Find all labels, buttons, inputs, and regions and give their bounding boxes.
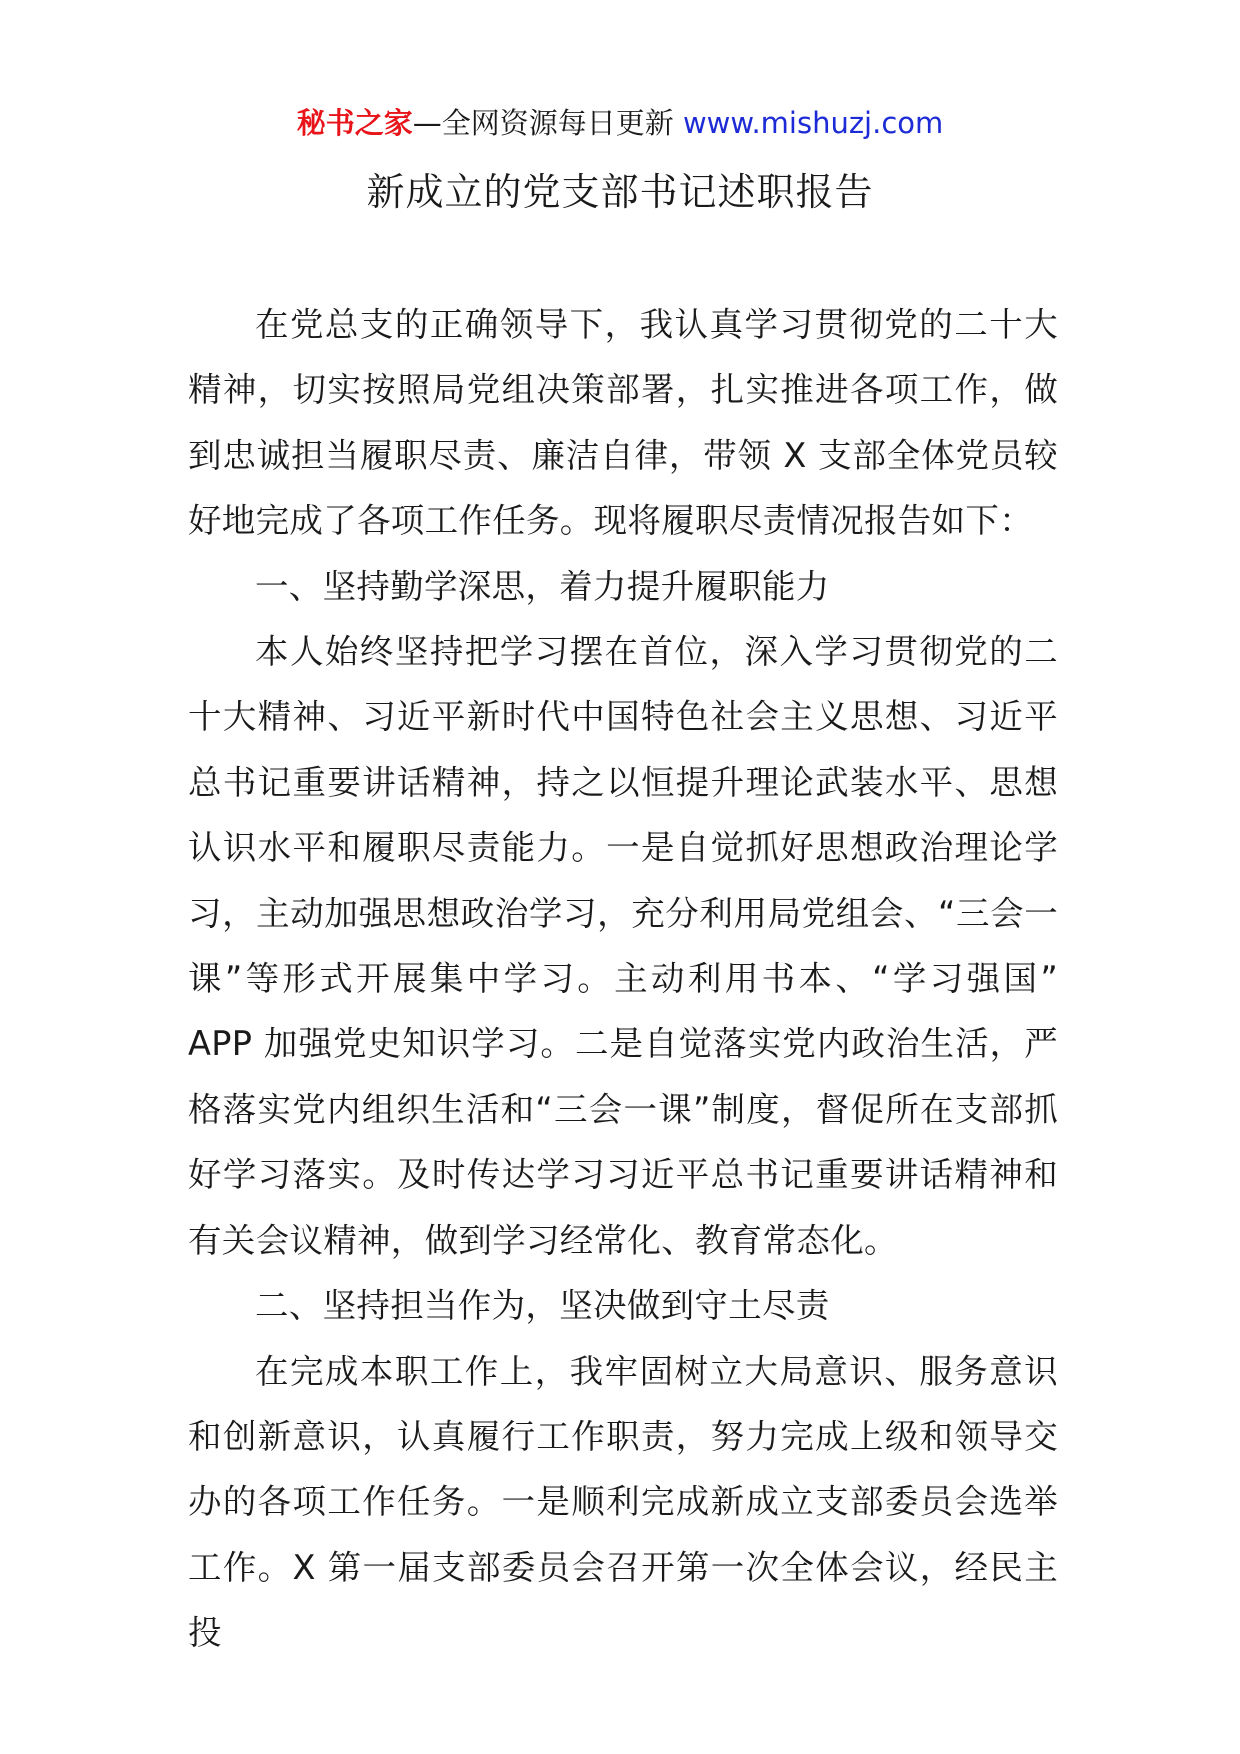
brand-name: 秘书之家	[296, 106, 413, 140]
section-heading-1: 一、坚持勤学深思，着力提升履职能力	[255, 566, 830, 606]
section-1-paragraph: 本人始终坚持把学习摆在首位，深入学习贯彻党的二十大精神、习近平新时代中国特色社会主义思想、习近平总书记重要讲话精神，持之以恒提升理论武装水平、思想认识水平和履职尽责能力。一是自觉抓好思想政治理论学习，主动加强思想政治学习，充分利用局党组会、“三会一课”等形式开展集中学习。主动利用书本、“学习强国” APP 加强党史知识学习。二是自觉落实党内政治生活，严格落实党内组织生活和“三会一课”制度，督促所在支部抓好学习落实。及时传达学习习近平总书记重要讲话精神和有关会议精神，做到学习经常化、教育常态化。	[188, 632, 1058, 1260]
header-tagline: —全网资源每日更新	[412, 106, 674, 140]
document-title: 新成立的党支部书记述职报告	[366, 170, 874, 214]
document-body	[188, 292, 1058, 1666]
site-header	[0, 103, 1240, 143]
intro-paragraph: 在党总支的正确领导下，我认真学习贯彻党的二十大精神，切实按照局党组决策部署，扎实推进各项工作，做到忠诚担当履职尽责、廉洁自律，带领 X 支部全体党员较好地完成了各项工作任务。现将履职尽责情况报告如下：	[188, 305, 1058, 541]
section-heading-2: 二、坚持担当作为，坚决做到守土尽责	[255, 1286, 830, 1326]
site-url-link[interactable]: www.mishuzj.com	[682, 106, 944, 140]
section-2-paragraph: 在完成本职工作上，我牢固树立大局意识、服务意识和创新意识，认真履行工作职责，努力完成上级和领导交办的各项工作任务。一是顺利完成新成立支部委员会选举工作。X 第一届支部委员会召开第一次全体会议，经民主投	[188, 1351, 1058, 1653]
